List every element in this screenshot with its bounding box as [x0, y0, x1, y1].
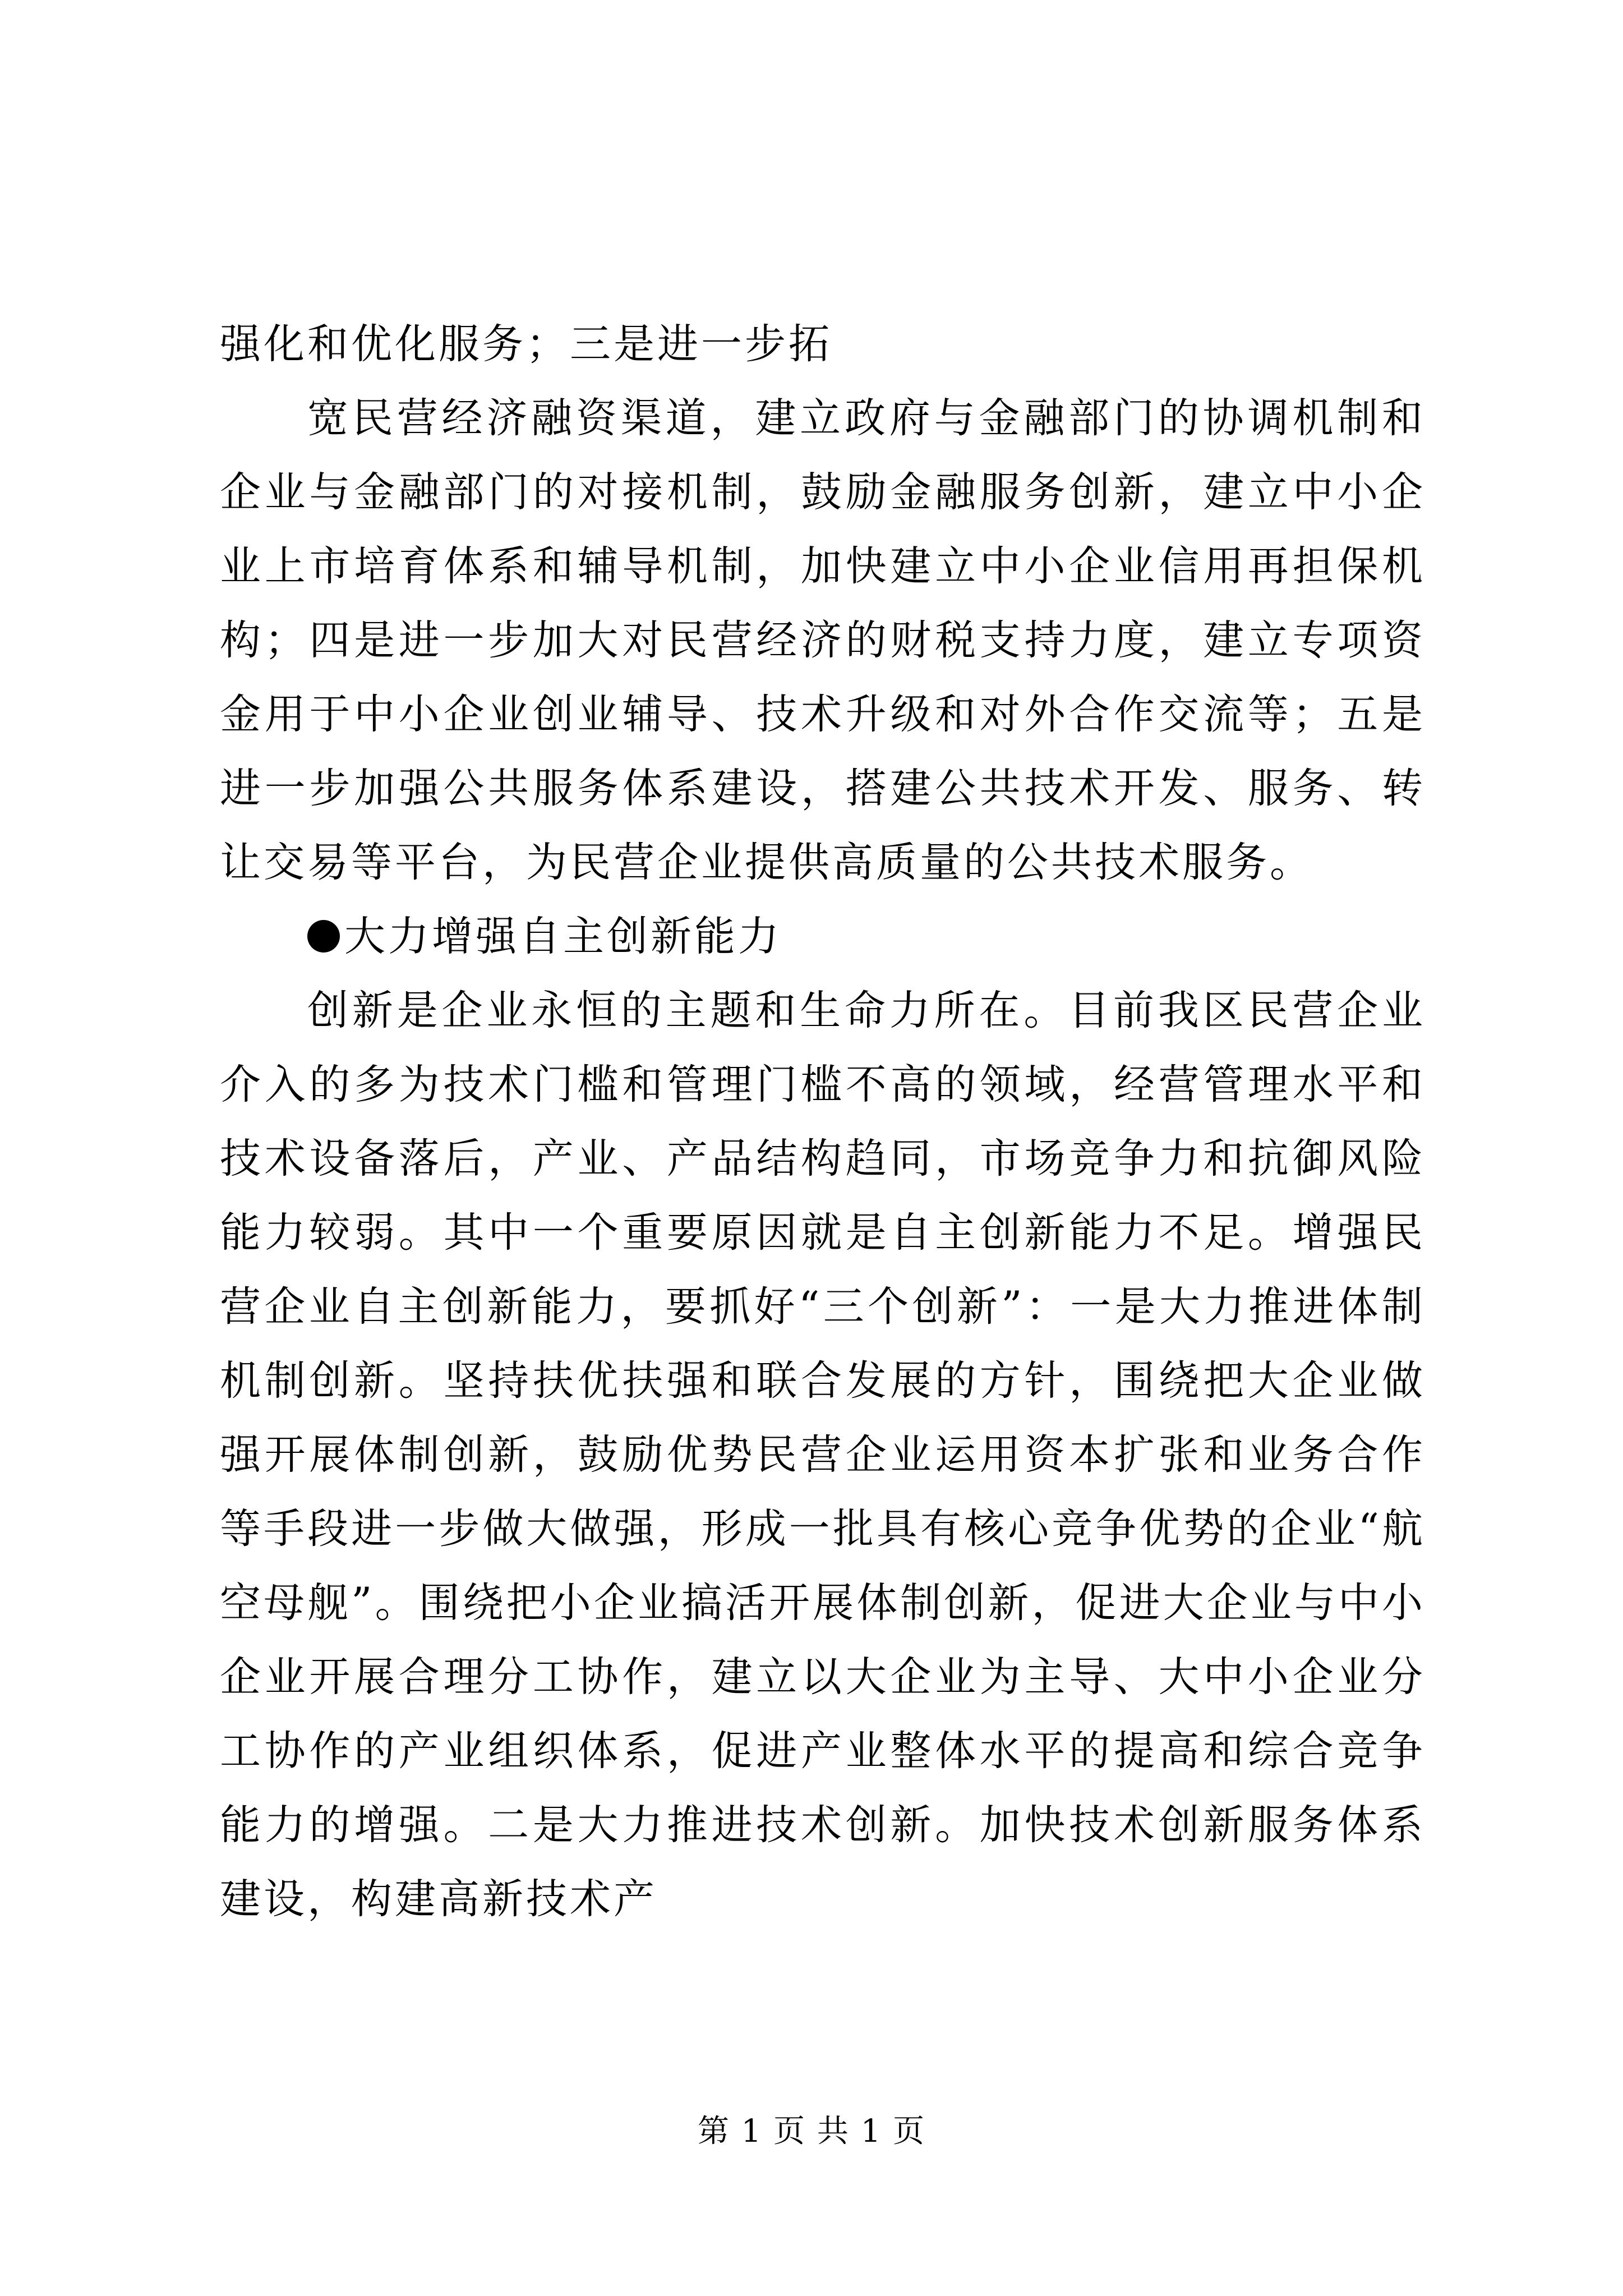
paragraph-financing: 宽民营经济融资渠道，建立政府与金融部门的协调机制和企业与金融部门的对接机制，鼓励金融服务创新，建立中小企业上市培育体系和辅导机制，加快建立中小企业信用再担保机构；四是进一步加大对民营经济的财税支持力度，建立专项资金用于中小企业创业辅导、技术升级和对外合作交流等；五是进一步加强公共服务体系建设，搭建公共技术开发、服务、转让交易等平台，为民营企业提供高质量的公共技术服务。 — [220, 394, 1426, 886]
paragraph-innovation: 创新是企业永恒的主题和生命力所在。目前我区民营企业介入的多为技术门槛和管理门槛不高的领域，经营管理水平和技术设备落后，产业、产品结构趋同，市场竞争力和抗御风险能力较弱。其中一个重要原因就是自主创新能力不足。增强民营企业自主创新能力，要抓好“三个创新”：一是大力推进体制机制创新。坚持扶优扶强和联合发展的方针，围绕把大企业做强开展体制创新，鼓励优势民营企业运用资本扩张和业务合作等手段进一步做大做强，形成一批具有核心竞争优势的企业“航空母舰”。围绕把小企业搞活开展体制创新，促进大企业与中小企业开展合理分工协作，建立以大企业为主导、大中小企业分工协作的产业组织体系，促进产业整体水平的提高和综合竞争能力的增强。二是大力推进技术创新。加快技术创新服务体系建设，构建高新技术产 — [220, 987, 1426, 1923]
bullet-icon — [307, 920, 340, 953]
page-footer: 第 1 页 共 1 页 — [697, 2113, 926, 2150]
section-heading — [220, 900, 1426, 974]
paragraph-continuation: 强化和优化服务；三是进一步拓 — [220, 320, 832, 368]
section-heading-text: 大力增强自主创新能力 — [344, 913, 782, 960]
document-body — [220, 307, 1426, 1936]
